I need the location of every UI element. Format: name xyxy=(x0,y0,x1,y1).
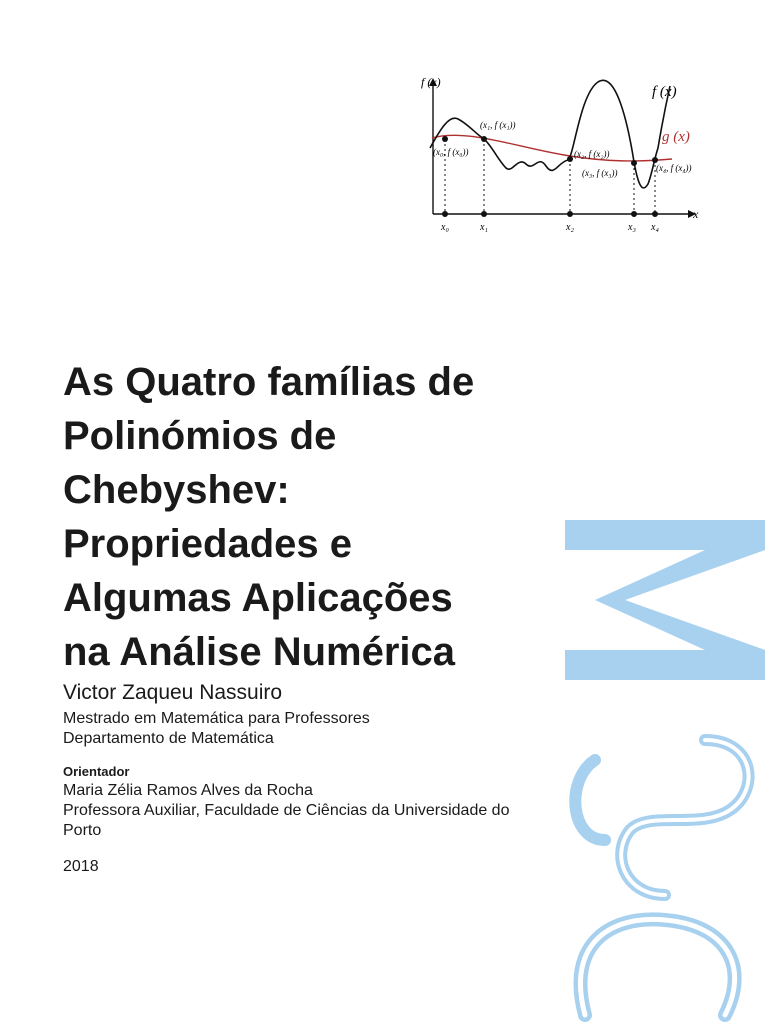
watermark-letter-s xyxy=(575,740,748,895)
x-tick-0: x₀ xyxy=(441,222,449,233)
advisor-name: Maria Zélia Ramos Alves da Rocha xyxy=(63,782,313,799)
title-line: Chebyshev: xyxy=(63,468,290,512)
dotted-guides xyxy=(445,139,655,214)
advisor-role-line1: Professora Auxiliar, Faculdade de Ciências da Universidade do xyxy=(63,802,510,819)
watermark-letter-c-inner xyxy=(580,919,734,1015)
interpolation-figure xyxy=(408,64,714,244)
title-line: na Análise Numérica xyxy=(63,630,456,674)
y-axis-label: f (x) xyxy=(421,75,441,89)
title-line: Algumas Aplicações xyxy=(63,576,453,620)
x-tick-3: x₃ xyxy=(628,222,636,233)
x-tick-2: x₂ xyxy=(566,222,574,233)
point-label-2: (x₂, f (x₂)) xyxy=(574,149,610,159)
interpolation-points xyxy=(442,136,658,166)
x-axis-label: x xyxy=(693,207,699,221)
point-label-0: (x₀, f (x₀)) xyxy=(433,147,469,157)
watermark-letter-m xyxy=(565,520,765,680)
f-curve-label: f (x) xyxy=(652,84,677,100)
title-line: As Quatro famílias de xyxy=(63,360,475,404)
point-label-4: (x₄, f (x₄)) xyxy=(656,163,692,173)
x-tick-4: x₄ xyxy=(651,222,659,233)
g-curve-label: g (x) xyxy=(662,129,690,145)
advisor-role-line2: Porto xyxy=(63,822,102,839)
author-name: Victor Zaqueu Nassuiro xyxy=(63,681,283,704)
advisor-label: Orientador xyxy=(63,764,130,779)
document-title xyxy=(63,355,563,679)
degree-name: Mestrado em Matemática para Professores xyxy=(63,710,370,727)
msc-watermark-graphic xyxy=(555,510,770,1024)
msc-watermark xyxy=(555,510,770,1024)
interpolation-graph xyxy=(408,64,714,244)
f-curve xyxy=(430,80,670,188)
point-label-1: (x₁, f (x₁)) xyxy=(480,120,516,130)
point-label-3: (x₃, f (x₃)) xyxy=(582,168,618,178)
department-name: Departamento de Matemática xyxy=(63,730,274,747)
x-tick-1: x₁ xyxy=(480,222,488,233)
year: 2018 xyxy=(63,858,99,875)
title-line: Propriedades e xyxy=(63,522,353,566)
title-line: Polinómios de xyxy=(63,414,337,458)
